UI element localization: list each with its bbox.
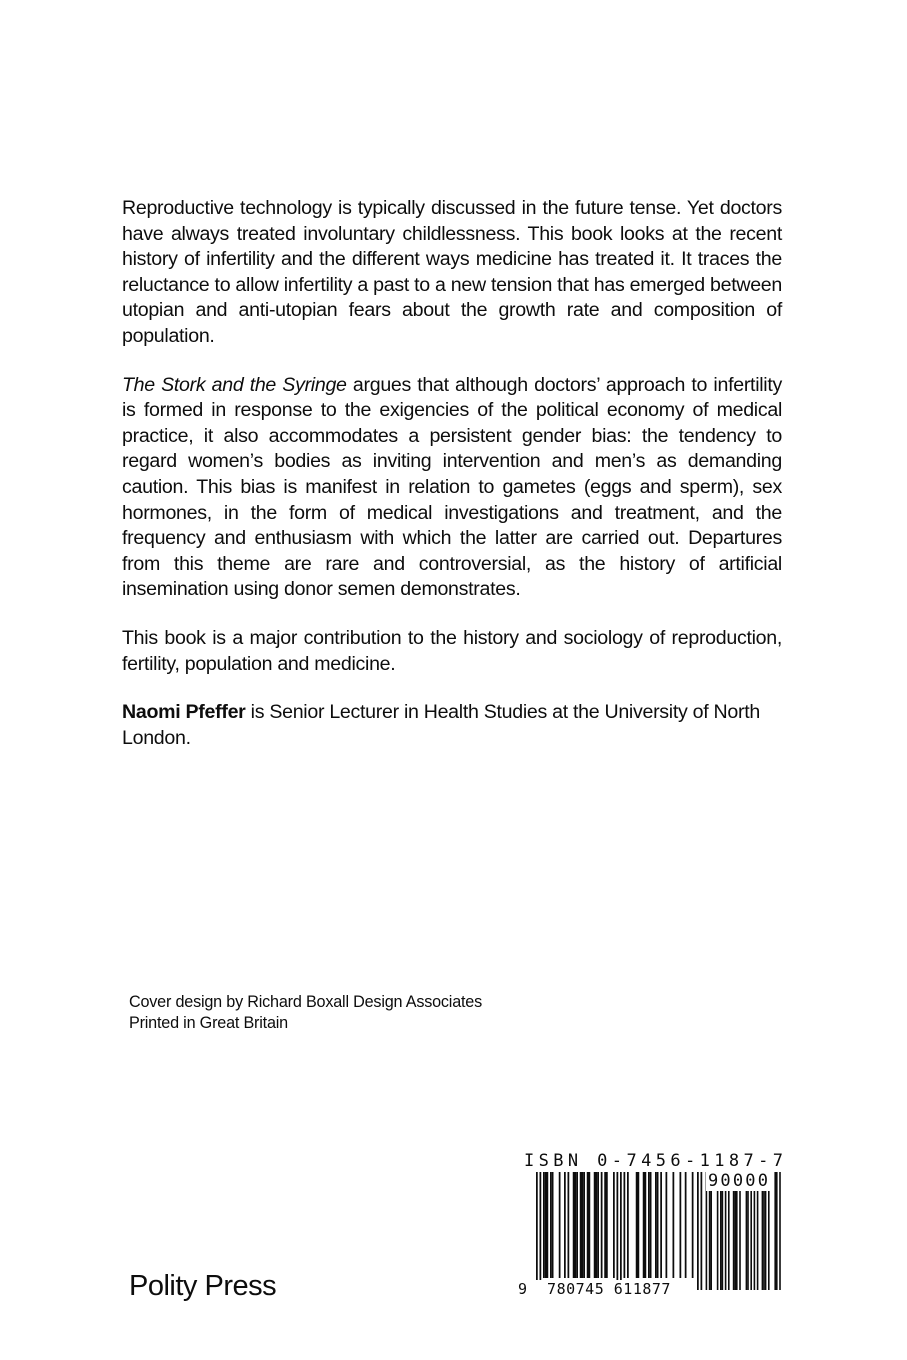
barcode-bar [643, 1172, 645, 1278]
barcode-bar [589, 1172, 591, 1278]
barcode-bar [536, 1172, 538, 1290]
barcode-bar [576, 1172, 578, 1278]
barcode-bar [559, 1172, 561, 1278]
barcode-bar [627, 1172, 629, 1278]
barcode-bar [540, 1172, 542, 1290]
barcode-bar [617, 1172, 619, 1290]
barcode-bar [596, 1172, 598, 1278]
cover-design-credit: Cover design by Richard Boxall Design Associates [129, 993, 482, 1011]
barcode-bar [594, 1172, 596, 1278]
barcode-bar [636, 1172, 638, 1278]
barcode-bar [550, 1172, 552, 1278]
barcode-bar [582, 1172, 584, 1278]
barcode-bar [597, 1172, 599, 1278]
addon-barcode-bar [776, 1172, 778, 1290]
barcode-bar [657, 1172, 659, 1278]
addon-barcode-bar [774, 1172, 776, 1290]
barcode-bar [624, 1172, 626, 1278]
barcode-bar [697, 1172, 699, 1290]
barcode-bar [543, 1172, 545, 1278]
barcode-bar [701, 1172, 703, 1290]
barcode-bar [645, 1172, 647, 1278]
barcode-bar [552, 1172, 554, 1278]
book-title-italic: The Stork and the Syringe [122, 373, 347, 396]
blurb-paragraph-argument [122, 373, 782, 603]
ean-lead-digit: 9 [518, 1280, 528, 1298]
isbn-label: ISBN 0-7456-1187-7 [524, 1151, 788, 1171]
barcode-bar [655, 1172, 657, 1278]
barcode-bar [680, 1172, 682, 1278]
printed-in-credit: Printed in Great Britain [129, 1014, 288, 1032]
author-bio [122, 700, 782, 751]
barcode-bar [660, 1172, 662, 1278]
barcode-bar [685, 1172, 687, 1278]
barcode-bar [580, 1172, 582, 1278]
barcode-bar [666, 1172, 668, 1278]
cover-credits [129, 992, 482, 1034]
addon-barcode-bar [779, 1172, 781, 1290]
barcode-bar [575, 1172, 577, 1278]
barcode-bar [547, 1172, 549, 1278]
author-name: Naomi Pfeffer [122, 701, 246, 724]
barcode-bar [638, 1172, 640, 1278]
barcode-bar [604, 1172, 606, 1278]
ean-digits: 780745 611877 [533, 1280, 685, 1298]
barcode-bar [573, 1172, 575, 1278]
argument-text: argues that although doctors’ approach to infertility is formed in response to the exigencies of the political economy of medical practice, it also accommodates a persistent gender bias: the tendency to regard women’s bodies as inviting intervention and men’s as demanding caution. This bias is manifest in relation to gametes (eggs and sperm), sex hormones, in the form of medical investigations and treatment, and the frequency and enthusiasm with which the latter are carried out. Departures from this theme are rare and controversial, as the history of artificial insemination using donor semen demonstrates. [122, 373, 782, 601]
barcode-bar [583, 1172, 585, 1278]
barcode-bar [613, 1172, 615, 1278]
barcode-bar [650, 1172, 652, 1278]
barcode-bar [606, 1172, 608, 1278]
barcode-bar [564, 1172, 566, 1278]
barcode-bar [568, 1172, 570, 1278]
barcode-bar [692, 1172, 694, 1278]
author-bio-text: is Senior Lecturer in Health Studies at the University of North London. [122, 701, 760, 749]
price-addon-digits: 90000 [708, 1171, 771, 1191]
barcode-bar [673, 1172, 675, 1278]
back-cover-blurb [122, 196, 782, 774]
blurb-paragraph-contribution: This book is a major contribution to the history and sociology of reproduction, fertility, population and medicine. [122, 626, 782, 675]
barcode-bar [601, 1172, 603, 1278]
barcode-bar [620, 1172, 622, 1290]
blurb-paragraph-intro: Reproductive technology is typically discussed in the future tense. Yet doctors have always treated involuntary childlessness. This book looks at the recent history of infertility and the different ways medicine has treated it. It traces the reluctance to allow infertility a past to a new tension that has emerged between utopian and anti-utopian fears about the growth rate and composition of population. [122, 197, 783, 347]
barcode-bar [545, 1172, 547, 1278]
barcode-bar [648, 1172, 650, 1278]
barcode-bar [587, 1172, 589, 1278]
publisher-name: Polity Press [129, 1270, 277, 1302]
